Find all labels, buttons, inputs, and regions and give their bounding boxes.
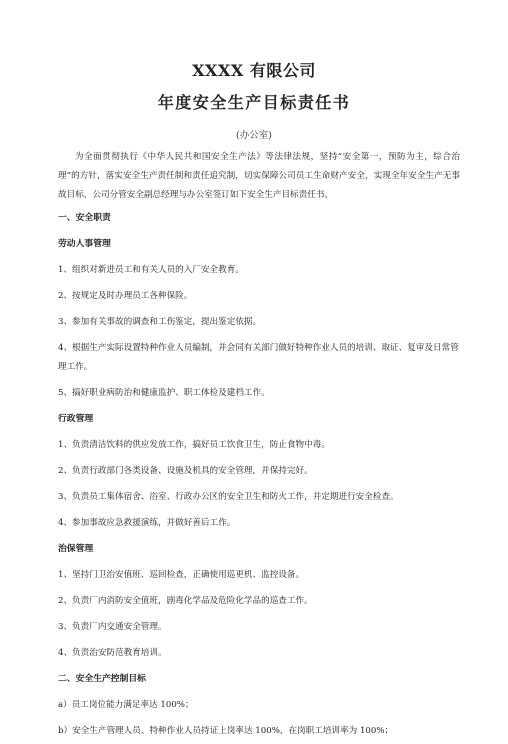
list-item: 4、参加事故应急救援演练，并做好善后工作。 [58, 518, 236, 528]
list-item: 3、负责厂内交通安全管理。 [58, 622, 167, 632]
intro-paragraph: 为全面贯彻执行《中华人民共和国安全生产法》等法律法规，坚持“安全第一，预防为主，综合治理”的方针，落实安全生产责任制和责任追究制，切实保障公司员工生命财产安全，实现全年安全生产无事故目标，公司分管安全副总经理与办公室签订如下安全生产目标责任书。 [58, 152, 460, 200]
document-title: 年度安全生产目标责任书 [157, 93, 351, 112]
list-item: b）安全生产管理人员、特种作业人员持证上岗率达 100%，在岗职工培训率为 100%； [58, 726, 394, 736]
list-item: 2、按规定及时办理员工各种保险。 [58, 291, 193, 301]
subheading-security: 治保管理 [58, 544, 94, 554]
department-label: (办公室) [236, 130, 272, 141]
list-item: 4、负责治安防范教育培训。 [58, 648, 167, 658]
list-item: 3、负责员工集体宿舍、浴室、行政办公区的安全卫生和防火工作，并定期进行安全检查。 [58, 492, 399, 502]
list-item: 1、组织对新进员工和有关人员的入厂安全教育。 [58, 265, 244, 275]
list-item: 3、参加有关事故的调查和工伤鉴定，提出鉴定依据。 [58, 317, 262, 327]
list-item: 2、负责厂内消防安全值班，剧毒化学品及危险化学品的巡查工作。 [58, 596, 313, 606]
section-heading-duties: 一、安全职责 [58, 213, 111, 223]
list-item: a）员工岗位能力满足率达 100%； [58, 700, 194, 710]
section-heading-targets: 二、安全生产控制目标 [58, 674, 146, 684]
list-item: 1、坚持门卫治安值班、巡回检查，正确使用巡更机、监控设备。 [58, 570, 305, 580]
document-body [58, 148, 460, 744]
company-name: XXXX 有限公司 [192, 61, 316, 80]
list-item: 1、负责清洁饮料的供应发放工作，搞好员工饮食卫生，防止食物中毒。 [58, 440, 330, 450]
list-item: 2、负责行政部门各类设备、设施及机具的安全管理，并保持完好。 [58, 466, 313, 476]
subheading-admin: 行政管理 [58, 414, 94, 424]
list-item: 4、根据生产实际设置特种作业人员编制，并会同有关部门做好特种作业人员的培训、取证、复审及日常管理工作。 [58, 343, 459, 372]
subheading-hr: 劳动人事管理 [58, 239, 111, 249]
list-item: 5、搞好职业病防治和健康监护、职工体检及建档工作。 [58, 388, 270, 398]
